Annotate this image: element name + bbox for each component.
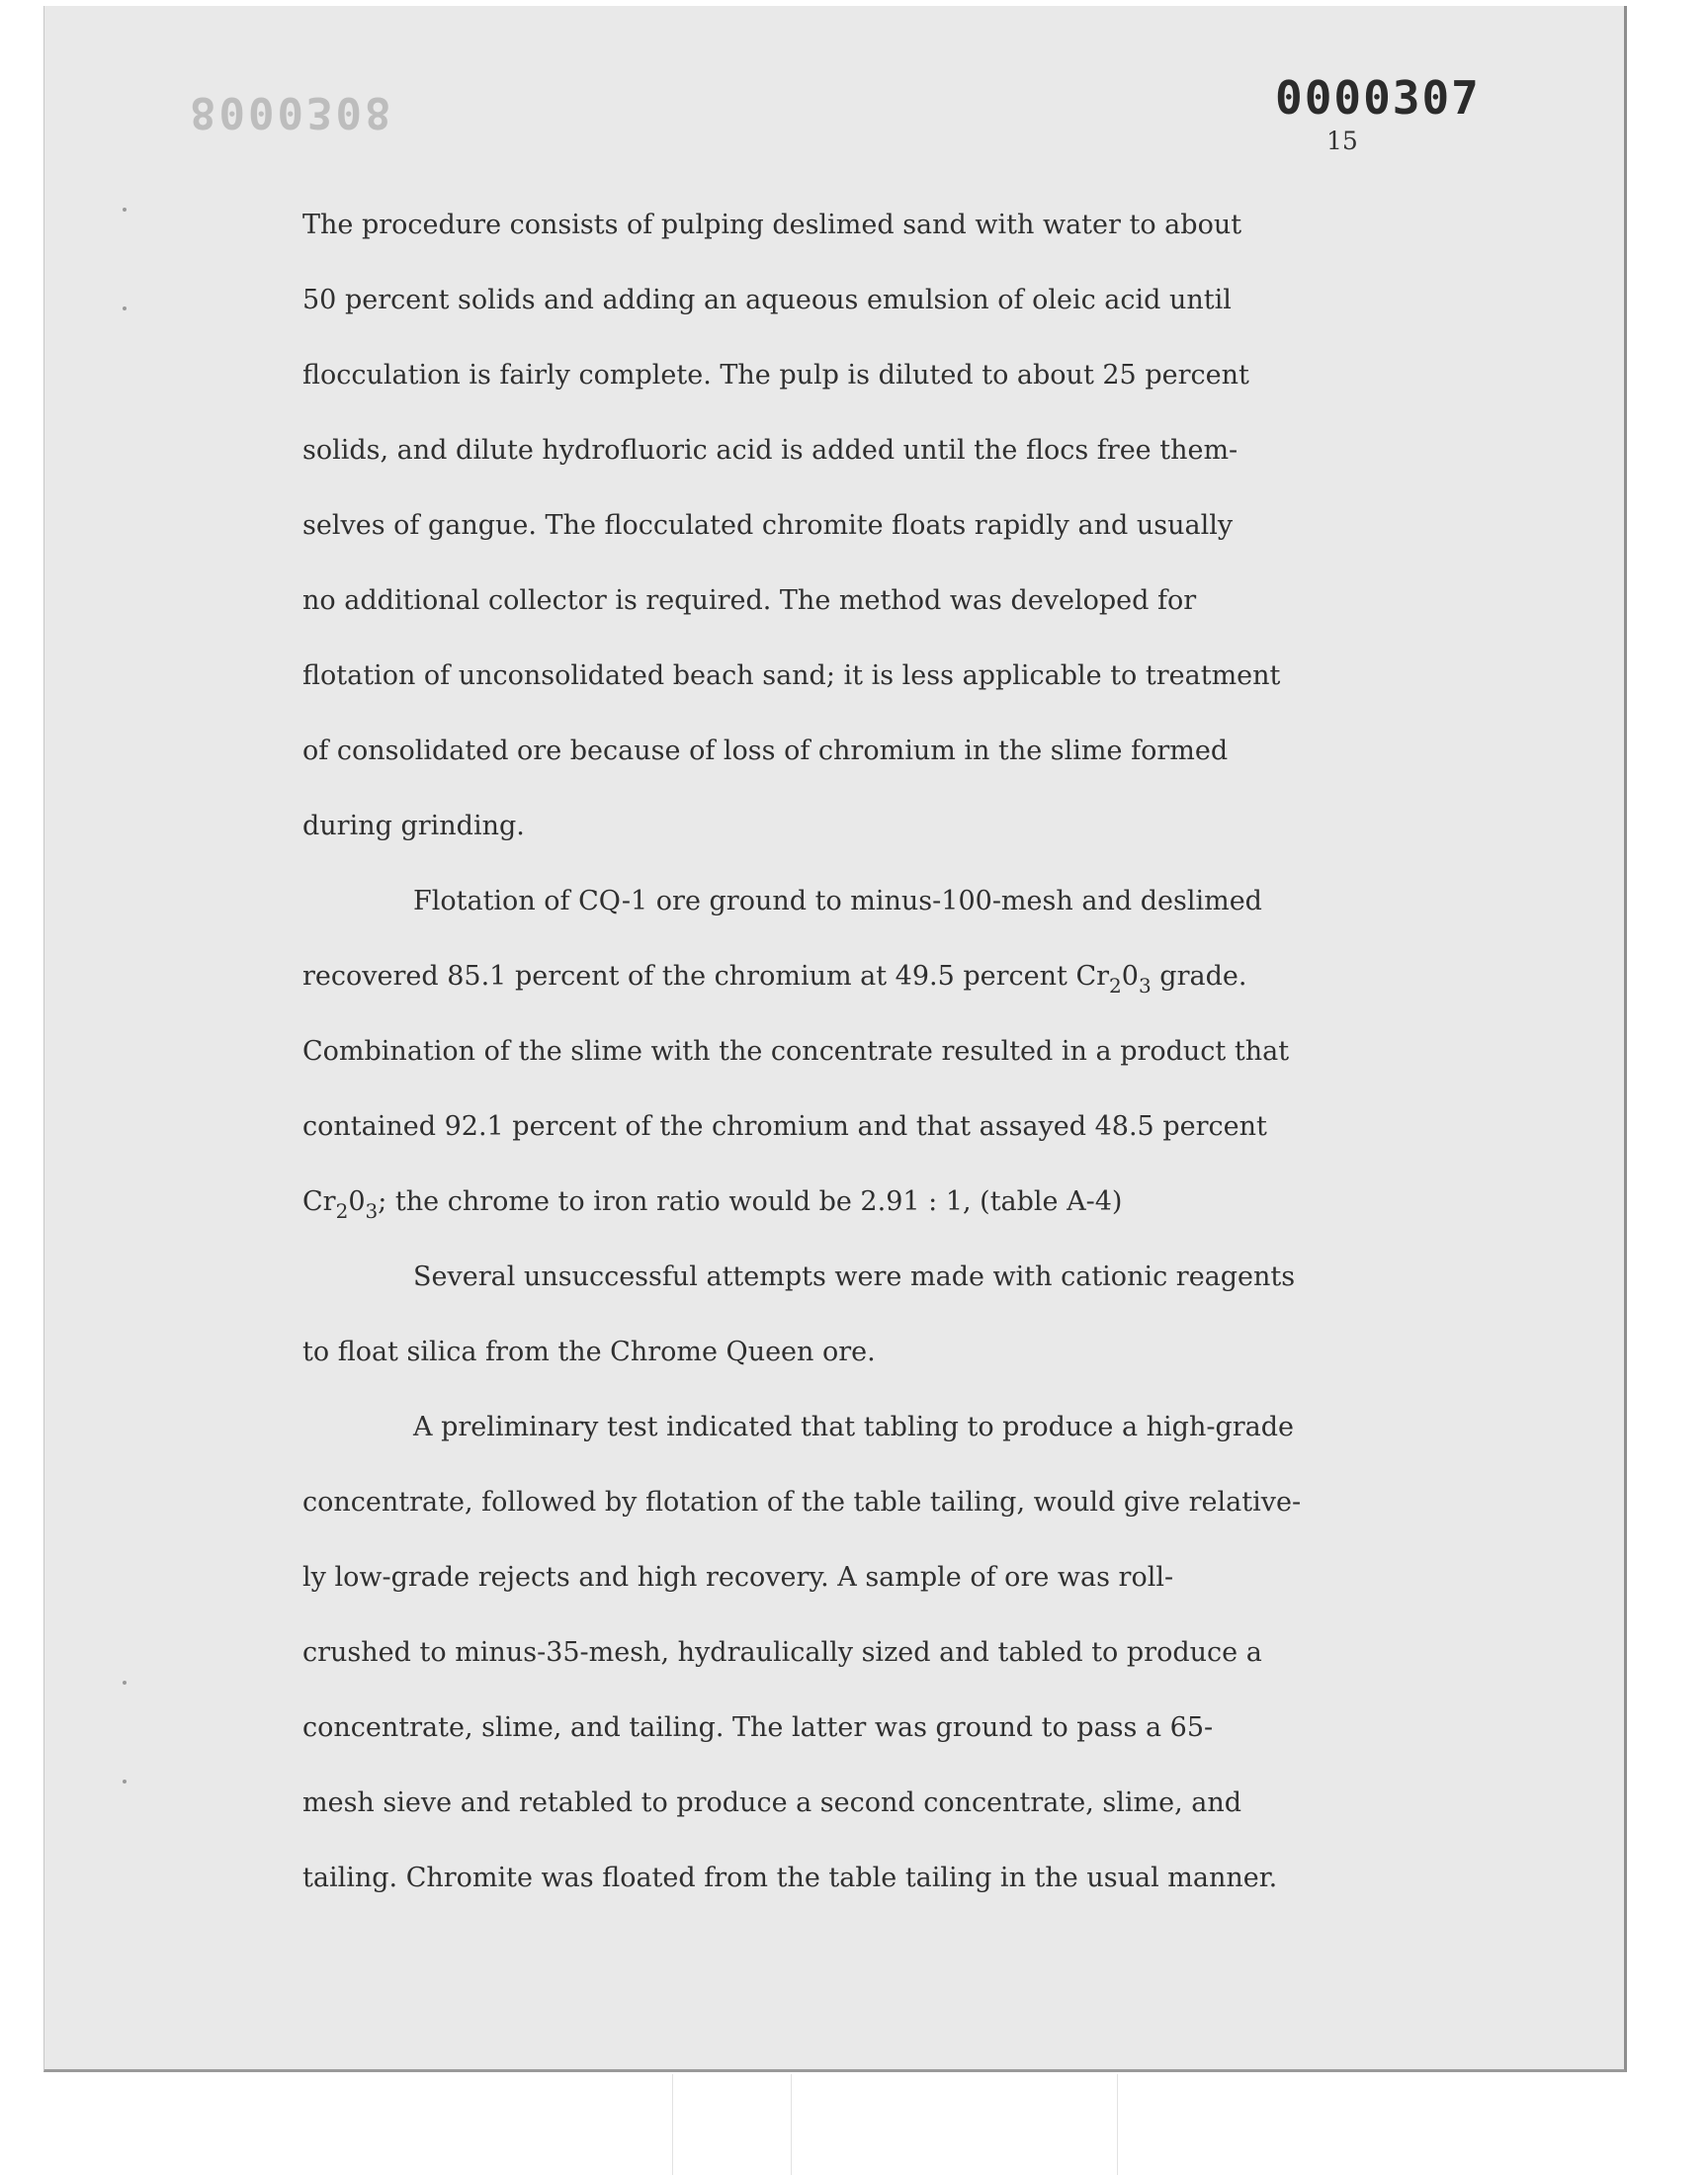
text-segment: ; the chrome to iron ratio would be 2.91 : 1, (table A-4)	[378, 1186, 1123, 1217]
text-segment: grade.	[1151, 961, 1247, 992]
document-body	[302, 188, 1429, 1916]
text-line-with-formula	[302, 1165, 1429, 1240]
text-line: to float silica from the Chrome Queen ore.	[302, 1337, 876, 1367]
text-line: no additional collector is required. The method was developed for	[302, 585, 1197, 616]
paragraph-procedure	[302, 188, 1429, 864]
formula-subscript: 3	[1138, 974, 1152, 998]
text-line: solids, and dilute hydrofluoric acid is added until the flocs free them-	[302, 435, 1238, 466]
scan-speck	[123, 306, 127, 310]
scan-fold-line	[791, 2074, 792, 2175]
text-line: flotation of unconsolidated beach sand; it is less applicable to treatment	[302, 660, 1281, 691]
text-line: concentrate, slime, and tailing. The latter was ground to pass a 65-	[302, 1712, 1214, 1743]
formula-subscript: 2	[335, 1199, 349, 1223]
text-line: during grinding.	[302, 811, 525, 841]
text-segment: 0	[348, 1186, 366, 1217]
faded-mirrored-stamp: 8000308	[190, 87, 394, 137]
text-line: crushed to minus-35-mesh, hydraulically sized and tabled to produce a	[302, 1637, 1262, 1668]
formula-subscript: 2	[1109, 974, 1122, 998]
text-line: Several unsuccessful attempts were made with cationic reagents	[413, 1262, 1296, 1292]
text-line: The procedure consists of pulping deslimed sand with water to about	[302, 210, 1242, 240]
text-line: selves of gangue. The flocculated chromite floats rapidly and usually	[302, 510, 1234, 541]
paragraph-flotation-results	[302, 864, 1429, 1240]
text-line: tailing. Chromite was floated from the table tailing in the usual manner.	[302, 1863, 1278, 1893]
scan-speck	[123, 1681, 127, 1685]
paragraph-cationic-attempts	[302, 1240, 1429, 1390]
scan-fold-line	[1117, 2074, 1118, 2175]
scan-fold-line	[672, 2074, 673, 2175]
text-line: flocculation is fairly complete. The pulp is diluted to about 25 percent	[302, 360, 1249, 391]
text-line: 50 percent solids and adding an aqueous emulsion of oleic acid until	[302, 285, 1232, 315]
document-number-stamp: 0000307	[1275, 71, 1481, 125]
text-line: of consolidated ore because of loss of chromium in the slime formed	[302, 736, 1229, 766]
text-segment: recovered 85.1 percent of the chromium at 49.5 percent Cr	[302, 961, 1110, 992]
text-line: Flotation of CQ-1 ore ground to minus-100-mesh and deslimed	[413, 886, 1262, 916]
text-line: Combination of the slime with the concentrate resulted in a product that	[302, 1036, 1290, 1067]
text-segment: 0	[1121, 961, 1139, 992]
page-number: 15	[1326, 127, 1358, 155]
scan-speck	[123, 208, 127, 212]
scan-speck	[123, 1780, 127, 1784]
text-line: A preliminary test indicated that tabling to produce a high-grade	[413, 1412, 1295, 1442]
text-line: mesh sieve and retabled to produce a second concentrate, slime, and	[302, 1787, 1242, 1818]
text-line-with-formula	[302, 939, 1429, 1014]
text-line: ly low-grade rejects and high recovery. A sample of ore was roll-	[302, 1562, 1174, 1593]
text-line: concentrate, followed by flotation of the table tailing, would give relative-	[302, 1487, 1302, 1518]
text-segment: Cr	[302, 1186, 336, 1217]
text-line: contained 92.1 percent of the chromium and that assayed 48.5 percent	[302, 1111, 1267, 1142]
formula-subscript: 3	[365, 1199, 379, 1223]
paragraph-tabling-test	[302, 1390, 1429, 1916]
